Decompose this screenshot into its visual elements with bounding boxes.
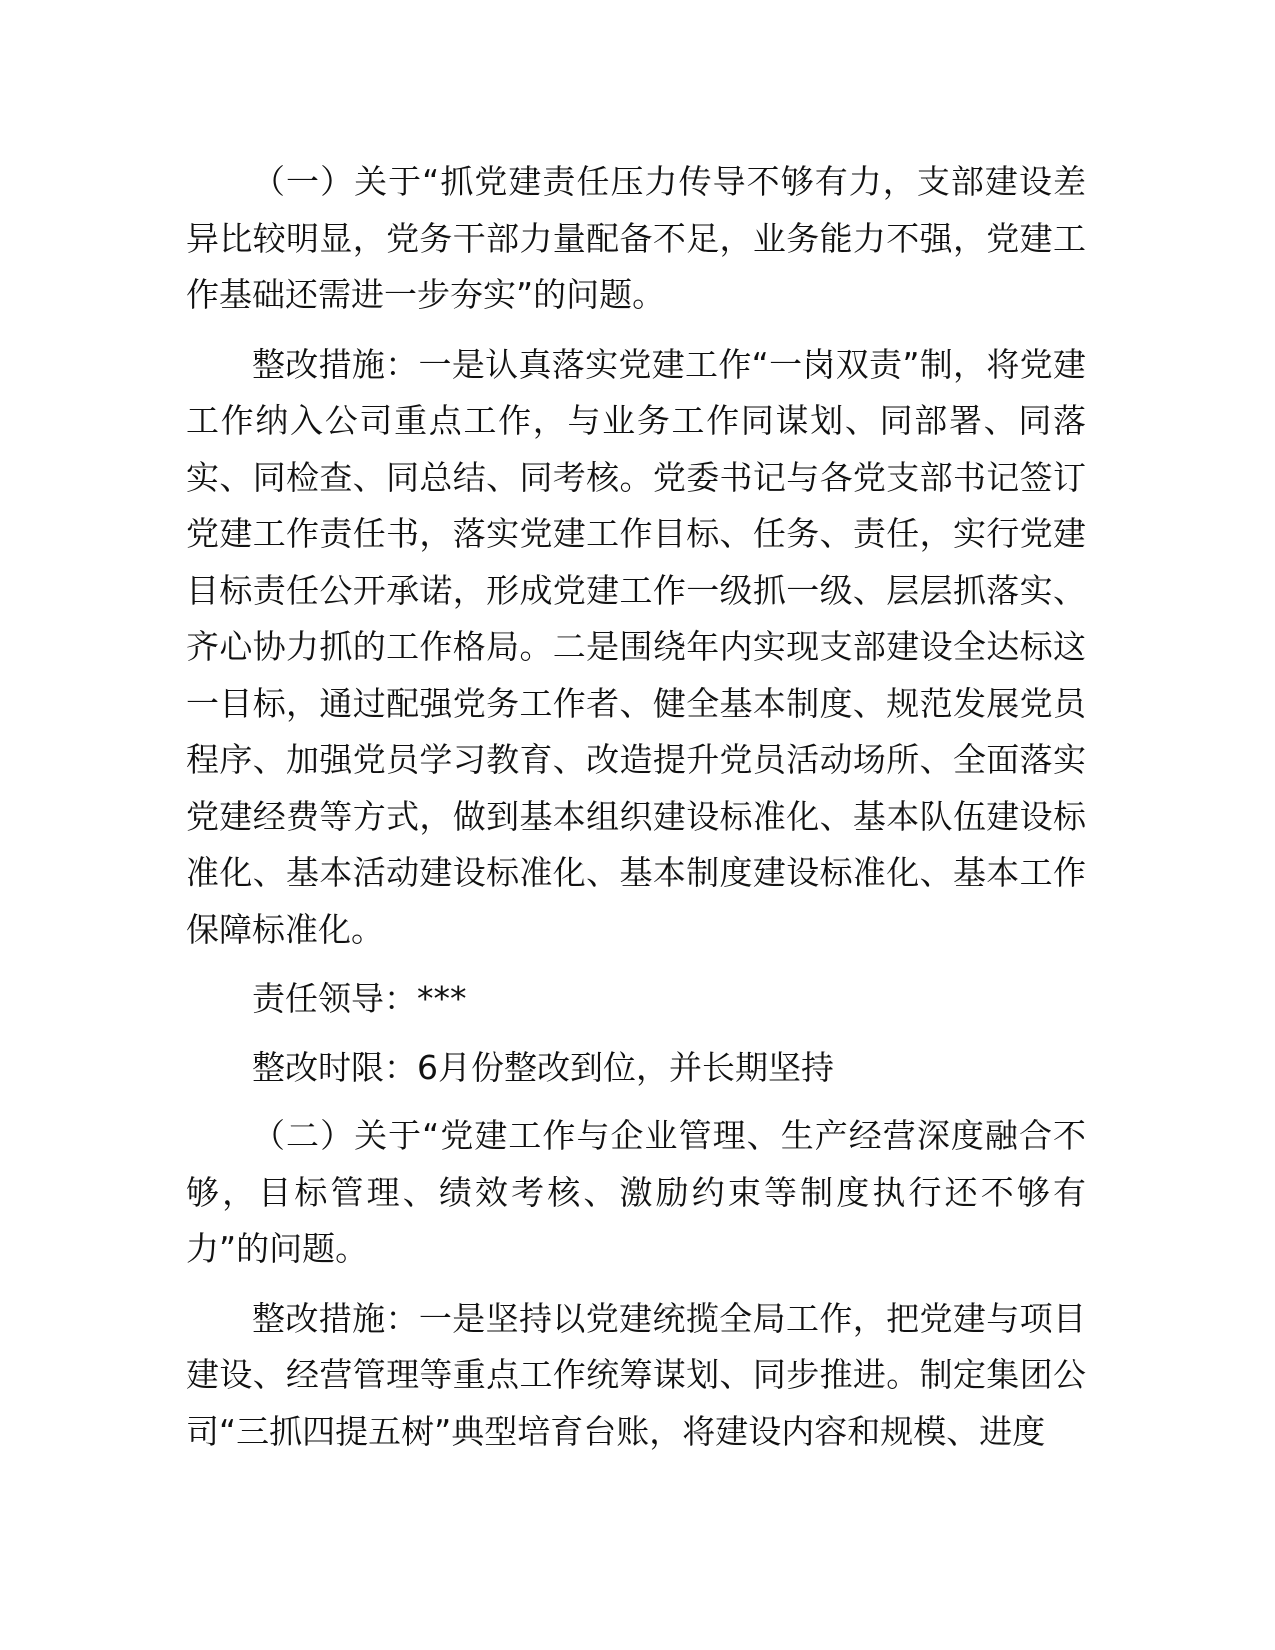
document-body — [186, 154, 1086, 1473]
section-one-measures: 整改措施：一是认真落实党建工作“一岗双责”制，将党建工作纳入公司重点工作，与业务工作同谋划、同部署、同落实、同检查、同总结、同考核。党委书记与各党支部书记签订党建工作责任书，落实党建工作目标、任务、责任，实行党建目标责任公开承诺，形成党建工作一级抓一级、层层抓落实、齐心协力抓的工作格局。二是围绕年内实现支部建设全达标这一目标，通过配强党务工作者、健全基本制度、规范发展党员程序、加强党员学习教育、改造提升党员活动场所、全面落实党建经费等方式，做到基本组织建设标准化、基本队伍建设标准化、基本活动建设标准化、基本制度建设标准化、基本工作保障标准化。 — [186, 344, 1086, 949]
section-two-heading: （二）关于“党建工作与企业管理、生产经营深度融合不够，目标管理、绩效考核、激励约束等制度执行还不够有力”的问题。 — [186, 1116, 1086, 1268]
section-two-measures: 整改措施：一是坚持以党建统揽全局工作，把党建与项目建设、经营管理等重点工作统筹谋划、同步推进。制定集团公司“三抓四提五树”典型培育台账，将建设内容和规模、进度 — [186, 1298, 1086, 1451]
rectification-deadline: 整改时限：6月份整改到位，并长期坚持 — [252, 1047, 834, 1087]
responsible-leader: 责任领导：*** — [252, 979, 467, 1018]
section-one-heading: （一）关于“抓党建责任压力传导不够有力，支部建设差异比较明显，党务干部力量配备不足，业务能力不强，党建工作基础还需进一步夯实”的问题。 — [186, 162, 1086, 314]
